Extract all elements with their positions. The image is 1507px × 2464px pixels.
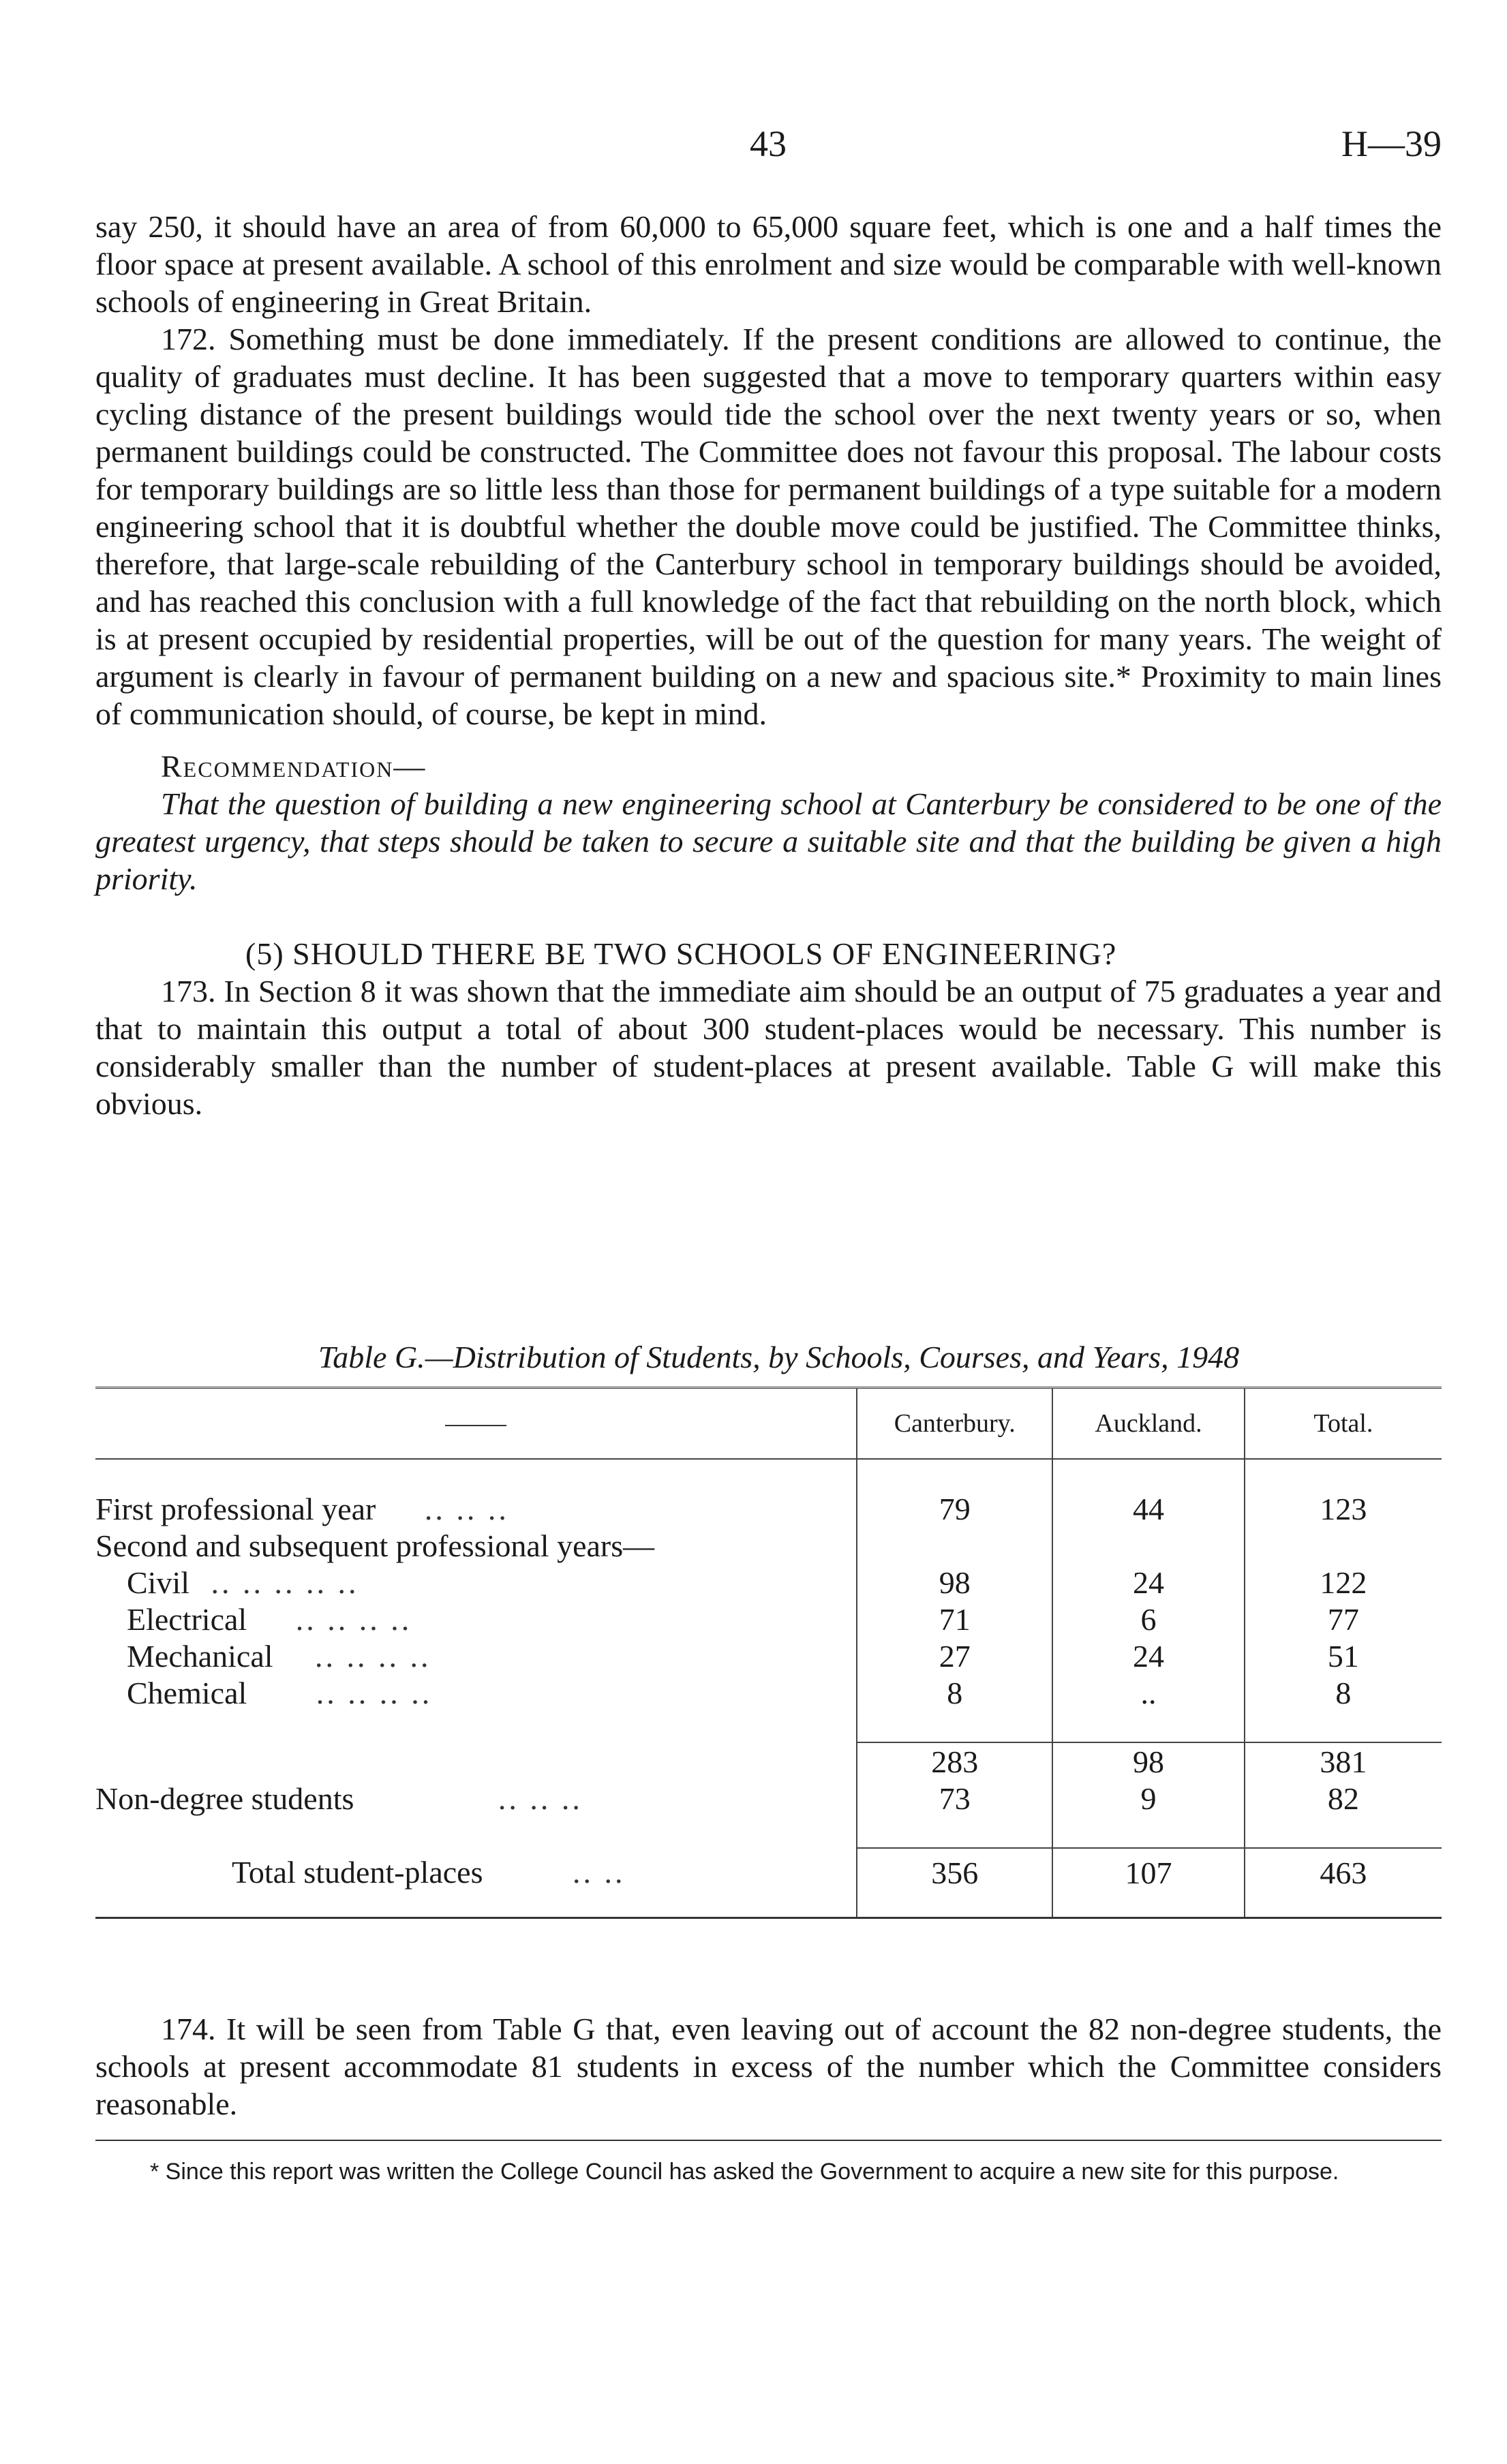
cell-auckland: 6 <box>1052 1601 1245 1637</box>
cell-total: 122 <box>1245 1564 1442 1601</box>
table-caption-prefix: Table G. <box>318 1340 425 1374</box>
row-label: Chemical <box>127 1676 247 1710</box>
row-label: Electrical <box>127 1602 247 1637</box>
recommendation-text: That the question of building a new engineering school at Canterbury be considered to be one of the greatest urgency, that steps should be taken to secure a suitable site and that the building be given a high priority. <box>95 786 1442 896</box>
body-text-after-table <box>95 2010 1442 2123</box>
header-auckland: Auckland. <box>1052 1388 1245 1460</box>
cell-total: 381 <box>1245 1742 1442 1780</box>
table-g <box>95 1387 1442 1919</box>
table-row <box>95 1601 1442 1637</box>
row-label: Total student-places <box>232 1855 483 1890</box>
paragraph-continued: say 250, it should have an area of from 60,000 to 65,000 square feet, which is one and a half times the floor space at present available. A school of this enrolment and size would be comparable with well-known schools of engineering in Great Britain. <box>95 209 1442 319</box>
paragraph-172: 172. Something must be done immediately. If the present conditions are allowed to continue, the quality of graduates must decline. It has been suggested that a move to temporary quarters within easy cycling distance of the present buildings would tide the school over the next twenty years or so, when permanent buildings could be constructed. The Committee does not favour this proposal. The labour costs for temporary buildings are so little less than those for permanent buildings of a type suitable for a modern engineering school that it is doubtful whether the double move could be justified. The Committee thinks, therefore, that large-scale rebuilding of the Canterbury school in temporary buildings should be avoided, and has reached this conclusion with a full knowledge of the fact that rebuilding on the north block, which is at present occupied by residential properties, will be out of the question for many years. The weight of argument is clearly in favour of permanent building on a new and spacious site.* Proximity to main lines of communication should, of course, be kept in mind. <box>95 322 1442 731</box>
paragraph-173: 173. In Section 8 it was shown that the immediate aim should be an output of 75 graduates a year and that to maintain this output a total of about 300 student-places would be necessary. This number is considerably smaller than the number of student-places at present available. Table G will make this obvious. <box>95 974 1442 1121</box>
table-row <box>95 1527 1442 1564</box>
row-label: Non-degree students <box>95 1781 354 1816</box>
row-label: Civil <box>127 1565 190 1600</box>
leader-dots: .. .. <box>573 1855 626 1890</box>
body-text <box>95 208 1442 1122</box>
cell-canterbury: 8 <box>857 1674 1052 1711</box>
leader-dots: .. .. .. .. <box>295 1602 412 1637</box>
table-row <box>95 1780 1442 1817</box>
cell-canterbury: 73 <box>857 1780 1052 1817</box>
footnote-text: * Since this report was written the College Council has asked the Government to acquire a new site for this purpose. <box>150 2159 1339 2185</box>
page-header <box>95 123 1442 170</box>
row-label: Mechanical <box>127 1639 273 1674</box>
table-spacer <box>95 1817 1442 1848</box>
row-label: Second and subsequent professional years— <box>95 1528 655 1563</box>
table-row <box>95 1564 1442 1601</box>
section-heading: (5) SHOULD THERE BE TWO SCHOOLS OF ENGINEERING? <box>245 936 1117 971</box>
table-spacer <box>95 1711 1442 1742</box>
cell-canterbury: 356 <box>857 1848 1052 1896</box>
cell-total: 8 <box>1245 1674 1442 1711</box>
cell-auckland: 98 <box>1052 1742 1245 1780</box>
table-header-row <box>95 1388 1442 1460</box>
document-reference: H—39 <box>1341 123 1442 164</box>
table-row-subtotal <box>95 1742 1442 1780</box>
table-spacer <box>95 1459 1442 1490</box>
footnote <box>95 2157 1442 2187</box>
cell-auckland: 107 <box>1052 1848 1245 1896</box>
row-label: First professional year <box>95 1492 376 1526</box>
leader-dots: .. .. .. .. <box>316 1676 433 1710</box>
cell-auckland: 44 <box>1052 1490 1245 1527</box>
header-blank <box>95 1388 857 1460</box>
recommendation-heading: Recommendation— <box>161 749 427 784</box>
cell-canterbury: 283 <box>857 1742 1052 1780</box>
cell-canterbury: 98 <box>857 1564 1052 1601</box>
cell-total: 82 <box>1245 1780 1442 1817</box>
cell-total: 123 <box>1245 1490 1442 1527</box>
page-number: 43 <box>750 123 787 164</box>
cell-canterbury: 71 <box>857 1601 1052 1637</box>
footnote-rule <box>95 2140 1442 2141</box>
paragraph-174: 174. It will be seen from Table G that, even leaving out of account the 82 non-degree students, the schools at present accommodate 81 students in excess of the number which the Committee considers reasonable. <box>95 2012 1442 2121</box>
header-canterbury: Canterbury. <box>857 1388 1052 1460</box>
cell-auckland: 24 <box>1052 1564 1245 1601</box>
table-row <box>95 1490 1442 1527</box>
header-dash <box>445 1425 506 1426</box>
leader-dots: .. .. .. .. <box>315 1639 431 1674</box>
header-total: Total. <box>1245 1388 1442 1460</box>
cell-total: 463 <box>1245 1848 1442 1896</box>
cell-canterbury: 79 <box>857 1490 1052 1527</box>
table-caption-text: —Distribution of Students, by Schools, Courses, and Years, 1948 <box>425 1340 1240 1374</box>
table-row <box>95 1674 1442 1711</box>
table-end <box>95 1896 1442 1918</box>
table-caption <box>95 1339 1442 1375</box>
leader-dots: .. .. .. .. .. <box>211 1565 359 1600</box>
table-row <box>95 1637 1442 1674</box>
cell-total: 77 <box>1245 1601 1442 1637</box>
leader-dots: .. .. .. <box>424 1492 509 1526</box>
cell-canterbury: 27 <box>857 1637 1052 1674</box>
leader-dots: .. .. .. <box>498 1781 583 1816</box>
table-row-total <box>95 1848 1442 1896</box>
cell-auckland: .. <box>1052 1674 1245 1711</box>
cell-total: 51 <box>1245 1637 1442 1674</box>
cell-auckland: 24 <box>1052 1637 1245 1674</box>
cell-auckland: 9 <box>1052 1780 1245 1817</box>
